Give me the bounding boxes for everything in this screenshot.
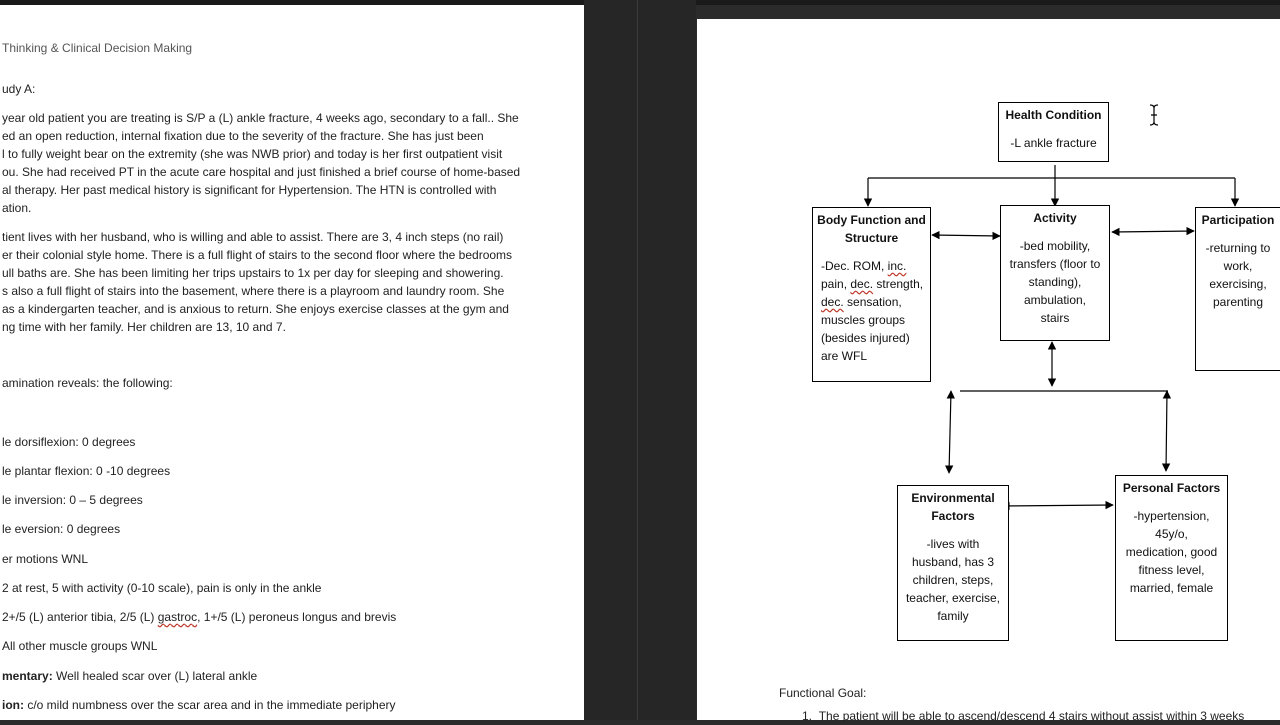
box-body — [813, 257, 930, 365]
exam-pain: 2 at rest, 5 with activity (0-10 scale), pain is only in the ankle — [2, 581, 322, 595]
spellcheck-word: gastroc — [157, 610, 198, 624]
box-text: ambulation, — [1023, 293, 1087, 307]
arrow-body-activity — [932, 235, 1000, 236]
text-line: ou. She had received PT in the acute care hospital and just finished a brief course of home-based — [2, 165, 521, 179]
text-line: ed an open reduction, internal fixation due to the severity of the fracture. She has just been — [2, 129, 484, 143]
box-text: exercising, — [1209, 277, 1267, 291]
box-text: -lives with — [926, 537, 980, 551]
arrow-env-personal — [1002, 505, 1113, 506]
box-text: married, female — [1129, 581, 1214, 595]
exam-other-motions: er motions WNL — [2, 552, 89, 566]
text-line: tient lives with her husband, who is willing and able to assist. There are 3, 4 inch steps (no rail) — [2, 230, 504, 244]
box-text: pain, — [821, 277, 851, 291]
spellcheck-word: inc. — [887, 259, 907, 273]
box-text: muscles groups — [821, 313, 906, 327]
box-text: standing), — [1028, 275, 1082, 289]
box-body: -L ankle fracture — [1010, 136, 1097, 150]
box-text: medication, good — [1125, 545, 1218, 559]
text-line: year old patient you are treating is S/P a (L) ankle fracture, 4 weeks ago, secondary to a fall.. She — [2, 111, 519, 125]
exam-eversion: le eversion: 0 degrees — [2, 522, 121, 536]
box-text: husband, has 3 — [911, 555, 995, 569]
box-text: -returning to — [1205, 241, 1271, 255]
box-title: Environmental — [911, 491, 995, 505]
box-body — [898, 535, 1008, 625]
box-text: parenting — [1212, 295, 1264, 309]
integ-text: Well healed scar over (L) lateral ankle — [52, 669, 258, 683]
text-line: as a kindergarten teacher, and is anxious to return. She enjoys exercise classes at the gym and — [2, 302, 509, 316]
box-text: children, steps, — [912, 573, 994, 587]
participation-box — [1195, 207, 1280, 371]
box-text: teacher, exercise, — [905, 591, 1001, 605]
box-text: transfers (floor to — [1009, 257, 1101, 271]
exam-inversion: le inversion: 0 – 5 degrees — [2, 493, 143, 507]
spellcheck-word: dec. — [850, 277, 874, 291]
body-function-box — [812, 207, 931, 382]
box-text: 45y/o, — [1155, 527, 1188, 541]
box-body — [1001, 237, 1109, 327]
integ-label: mentary: — [2, 669, 53, 683]
box-text: (besides injured) — [821, 331, 910, 345]
box-title: Activity — [1033, 211, 1077, 225]
text-line: s also a full flight of stairs into the basement, where there is a playroom and laundry room. She — [2, 284, 505, 298]
arrow-to-environmental — [949, 391, 951, 473]
document-heading: Thinking & Clinical Decision Making — [2, 41, 193, 55]
box-body — [1116, 507, 1227, 597]
list-number: 1. — [802, 709, 819, 723]
box-title: Factors — [931, 509, 975, 523]
sens-text: c/o mild numbness over the scar area and in the immediate periphery — [24, 698, 396, 712]
box-text: -Dec. ROM, — [821, 259, 888, 273]
activity-box — [1000, 205, 1110, 341]
functional-goal-label: Functional Goal: — [779, 686, 867, 700]
exam-dorsiflexion: le dorsiflexion: 0 degrees — [2, 435, 136, 449]
exam-muscle-groups: All other muscle groups WNL — [2, 639, 158, 653]
text-line: ng time with her family. Her children are 13, 10 and 7. — [2, 320, 286, 334]
text-line: ull baths are. She has been limiting her trips upstairs to 1x per day for sleeping and showering. — [2, 266, 504, 280]
strength-text: , 1+/5 (L) peroneus longus and brevis — [197, 610, 397, 624]
text-line: er their colonial style home. There is a full flight of stairs to the second floor where the bedrooms — [2, 248, 513, 262]
strength-text: 2+/5 (L) anterior tibia, 2/5 (L) — [2, 610, 158, 624]
text-line: l to fully weight bear on the extremity (she was NWB prior) and today is her first outpatient visit — [2, 147, 503, 161]
box-body — [1196, 239, 1280, 311]
functional-goal-item — [802, 707, 1280, 725]
arrow-to-personal — [1166, 391, 1167, 471]
box-text: fitness level, — [1138, 563, 1205, 577]
box-text: strength, — [873, 277, 924, 291]
box-title: Participation — [1201, 213, 1275, 227]
box-text: work, — [1223, 259, 1253, 273]
box-title: Personal Factors — [1122, 481, 1221, 495]
exam-plantar-flexion: le plantar flexion: 0 -10 degrees — [2, 464, 171, 478]
health-condition-box — [998, 102, 1109, 162]
box-text: -bed mobility, — [1019, 239, 1091, 253]
text-cursor-icon — [1148, 104, 1160, 126]
box-text: -hypertension, — [1133, 509, 1210, 523]
environmental-factors-box — [897, 485, 1009, 641]
personal-factors-box — [1115, 475, 1228, 641]
box-title: Body Function and — [817, 213, 926, 227]
spellcheck-word: dec. — [821, 295, 844, 309]
box-title: Structure — [844, 231, 899, 245]
box-text: sensation, — [843, 295, 902, 309]
box-text: are WFL — [821, 349, 868, 363]
text-line: ation. — [2, 201, 32, 215]
sens-label: ion: — [2, 698, 24, 712]
case-label: udy A: — [2, 82, 36, 96]
box-text: family — [937, 609, 969, 623]
exam-intro: amination reveals: the following: — [2, 376, 173, 390]
arrow-activity-participation — [1112, 231, 1194, 232]
box-text: stairs — [1040, 311, 1070, 325]
box-title: Health Condition — [1005, 108, 1102, 122]
text-line: al therapy. Her past medical history is significant for Hypertension. The HTN is controlled with — [2, 183, 497, 197]
goal-text: The patient will be able to ascend/descend 4 stairs without assist within 3 weeks — [818, 709, 1245, 723]
